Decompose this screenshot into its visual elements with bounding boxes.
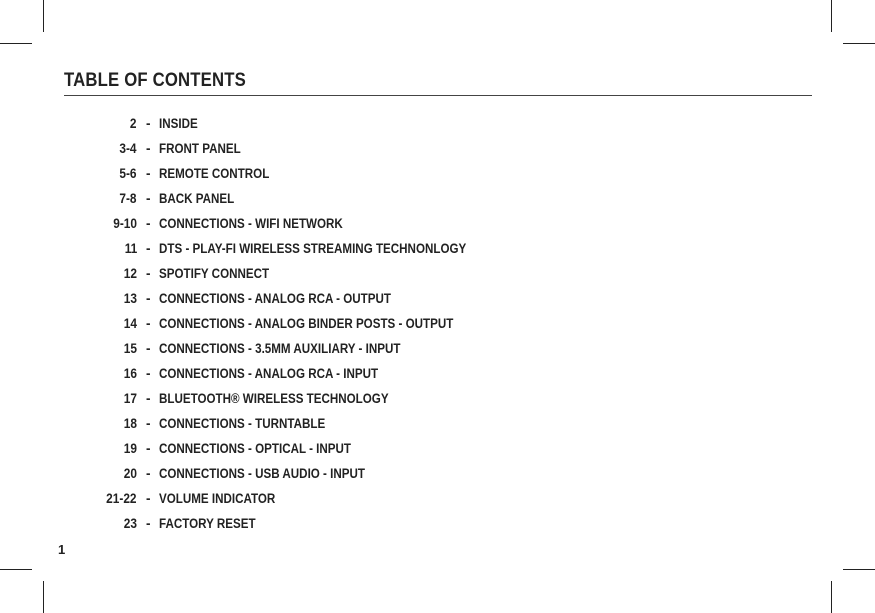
toc-entry-title: CONNECTIONS - 3.5MM AUXILIARY - INPUT	[159, 341, 401, 356]
toc-entry-separator: -	[146, 416, 151, 431]
toc-list	[0, 111, 875, 536]
toc-entry-title: FACTORY RESET	[159, 516, 256, 531]
toc-entry-separator: -	[146, 391, 151, 406]
toc-entry	[0, 186, 875, 211]
toc-entry-page: 14	[123, 316, 137, 331]
toc-entry-title: FRONT PANEL	[159, 141, 241, 156]
toc-entry-page: 2	[130, 116, 137, 131]
toc-entry	[0, 361, 875, 386]
toc-entry	[0, 286, 875, 311]
toc-entry-separator: -	[146, 141, 151, 156]
toc-entry-separator: -	[146, 241, 151, 256]
toc-entry-page: 7-8	[119, 191, 137, 206]
toc-entry	[0, 461, 875, 486]
toc-entry-title: BACK PANEL	[159, 191, 235, 206]
toc-entry-page: 20	[123, 466, 137, 481]
toc-entry-page: 3-4	[119, 141, 137, 156]
toc-entry-separator: -	[146, 466, 151, 481]
toc-entry	[0, 311, 875, 336]
crop-mark-bottom-left-vertical	[43, 581, 44, 613]
toc-entry-page: 15	[123, 341, 137, 356]
toc-entry-page: 5-6	[119, 166, 137, 181]
toc-entry-title: CONNECTIONS - WIFI NETWORK	[159, 216, 343, 231]
toc-entry-separator: -	[146, 191, 151, 206]
toc-entry-separator: -	[146, 491, 151, 506]
toc-entry-title: CONNECTIONS - ANALOG RCA - INPUT	[159, 366, 379, 381]
toc-entry-title: BLUETOOTH® WIRELESS TECHNOLOGY	[159, 391, 389, 406]
toc-entry-page: 18	[123, 416, 137, 431]
toc-entry	[0, 436, 875, 461]
toc-entry-separator: -	[146, 516, 151, 531]
toc-entry-separator: -	[146, 166, 151, 181]
toc-entry	[0, 411, 875, 436]
crop-mark-bottom-right-vertical	[831, 581, 832, 613]
toc-entry-title: CONNECTIONS - OPTICAL - INPUT	[159, 441, 352, 456]
toc-entry-separator: -	[146, 116, 151, 131]
toc-entry	[0, 336, 875, 361]
crop-mark-top-left-horizontal	[0, 43, 32, 44]
toc-entry-title: VOLUME INDICATOR	[159, 491, 276, 506]
toc-entry-separator: -	[146, 216, 151, 231]
toc-entry-page: 12	[123, 266, 137, 281]
toc-entry	[0, 211, 875, 236]
toc-entry-separator: -	[146, 341, 151, 356]
toc-entry-page: 21-22	[106, 491, 137, 506]
toc-entry-page: 13	[123, 291, 137, 306]
page-number: 1	[58, 542, 66, 557]
toc-entry-separator: -	[146, 266, 151, 281]
toc-entry	[0, 111, 875, 136]
crop-mark-top-right-vertical	[831, 0, 832, 32]
toc-entry-title: REMOTE CONTROL	[159, 166, 270, 181]
toc-entry	[0, 511, 875, 536]
toc-entry-title: SPOTIFY CONNECT	[159, 266, 270, 281]
crop-mark-top-left-vertical	[43, 0, 44, 32]
crop-mark-bottom-left-horizontal	[0, 569, 32, 570]
title-divider	[64, 95, 812, 96]
toc-entry-title: CONNECTIONS - TURNTABLE	[159, 416, 326, 431]
toc-entry	[0, 136, 875, 161]
toc-entry-page: 9-10	[113, 216, 137, 231]
toc-entry	[0, 261, 875, 286]
toc-entry-page: 17	[123, 391, 137, 406]
toc-entry-separator: -	[146, 366, 151, 381]
toc-entry-separator: -	[146, 316, 151, 331]
toc-entry	[0, 386, 875, 411]
page-title: TABLE OF CONTENTS	[64, 70, 246, 91]
crop-mark-bottom-right-horizontal	[843, 569, 875, 570]
toc-entry-separator: -	[146, 291, 151, 306]
toc-entry	[0, 236, 875, 261]
crop-mark-top-right-horizontal	[843, 43, 875, 44]
toc-entry-page: 11	[124, 241, 137, 256]
toc-entry-title: CONNECTIONS - USB AUDIO - INPUT	[159, 466, 365, 481]
toc-entry	[0, 486, 875, 511]
toc-entry-title: CONNECTIONS - ANALOG BINDER POSTS - OUTPUT	[159, 316, 454, 331]
toc-entry	[0, 161, 875, 186]
toc-entry-page: 16	[123, 366, 137, 381]
toc-entry-title: DTS - PLAY-FI WIRELESS STREAMING TECHNONLOGY	[159, 241, 467, 256]
toc-entry-page: 19	[123, 441, 137, 456]
toc-entry-page: 23	[123, 516, 137, 531]
toc-entry-separator: -	[146, 441, 151, 456]
toc-entry-title: INSIDE	[159, 116, 198, 131]
toc-entry-title: CONNECTIONS - ANALOG RCA - OUTPUT	[159, 291, 391, 306]
